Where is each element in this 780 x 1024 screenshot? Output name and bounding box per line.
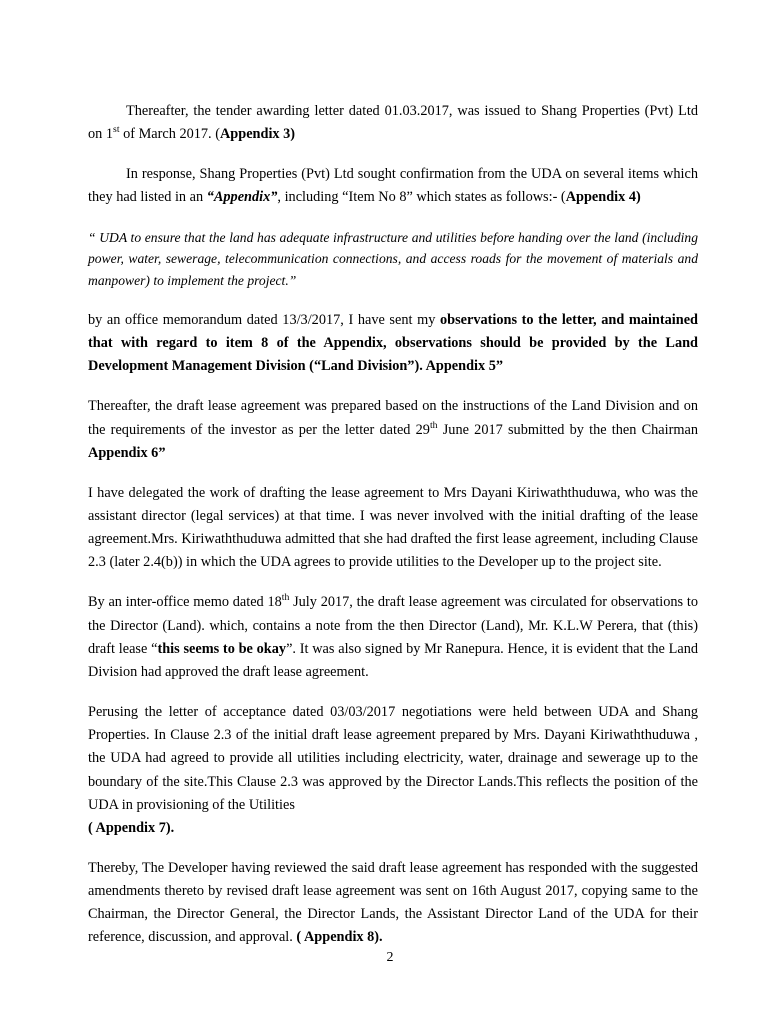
para-3-text: “ UDA to ensure that the land has adequate infrastructure and utilities before handing over the land (including power, water, sewerage, telecommunication connections, and access roads for the movement of materials and manpower) to implement the project.”: [88, 229, 698, 289]
para-8-text: Perusing the letter of acceptance dated 03/03/2017 negotiations were held between UDA and Shang Properties. In Clause 2.3 of the initial draft lease agreement prepared by Mrs. Dayani Kiriwaththuduwa , the UDA had agreed to provide all utilities including electricity, water, drainage and sewerage up to the boundary of the site.This Clause 2.3 was approved by the Director Lands.This reflects the position of the UDA in provisioning of the Utilities: [88, 704, 698, 813]
para-9-appendix-ref: ( Appendix 8).: [296, 929, 383, 946]
page-number: 2: [386, 950, 394, 965]
paragraph-7: [88, 591, 698, 684]
paragraph-9: [88, 857, 698, 950]
paragraph-6: [88, 482, 698, 575]
para-4-text: by an office memorandum dated 13/3/2017, I have sent my observations to the letter, and maintained that with regard to item 8 of the Appendix, observations should be provided by the Land Development Management Division (“Land Division”). Appendix 5”: [88, 311, 698, 375]
para-6-text: I have delegated the work of drafting the lease agreement to Mrs Dayani Kiriwaththuduwa, who was the assistant director (legal services) at that time. I was never involved with the initial drafting of the lease agreement.Mrs. Kiriwaththuduwa admitted that she had drafted the first lease agreement, including Clause 2.3 (later 2.4(b)) in which the UDA agrees to provide utilities to the Developer up to the project site.: [88, 484, 698, 571]
paragraph-1: [88, 100, 698, 146]
para-1-text: Thereafter, the tender awarding letter dated 01.03.2017, was issued to Shang Properties (Pvt) Ltd on 1st of March 2017. (Appendix 3): [88, 103, 698, 143]
para-5-text: Thereafter, the draft lease agreement was prepared based on the instructions of the Land Division and on the requirements of the investor as per the letter dated 29th June 2017 submitted by the then Chairman Appendix 6”: [88, 398, 698, 461]
paragraph-2: [88, 163, 698, 209]
paragraph-4: [88, 309, 698, 378]
para-9-text: Thereby, The Developer having reviewed the said draft lease agreement has responded with the suggested amendments thereto by revised draft lease agreement was sent on 16th August 2017, copying same to the Chairman, the Director General, the Director Lands, the Assistant Director Land of the UDA for their reference, discussion, and approval.: [88, 860, 698, 946]
paragraph-3-quote: [88, 227, 698, 292]
paragraph-5: [88, 395, 698, 464]
para-2-text: In response, Shang Properties (Pvt) Ltd sought confirmation from the UDA on several items which they had listed in an “Appendix”, including “Item No 8” which states as follows:- (Appendix 4): [88, 166, 698, 206]
para-7-text: By an inter-office memo dated 18th July 2017, the draft lease agreement was circulated for observations to the Director (Land). which, contains a note from the then Director (Land), Mr. K.L.W Perera, that (this) draft lease “this seems to be okay”. It was also signed by Mr Ranepura. Hence, it is evident that the Land Division had approved the draft lease agreement.: [88, 592, 698, 680]
para-8-appendix-ref: ( Appendix 7).: [88, 819, 175, 836]
paragraph-8: [88, 701, 698, 840]
